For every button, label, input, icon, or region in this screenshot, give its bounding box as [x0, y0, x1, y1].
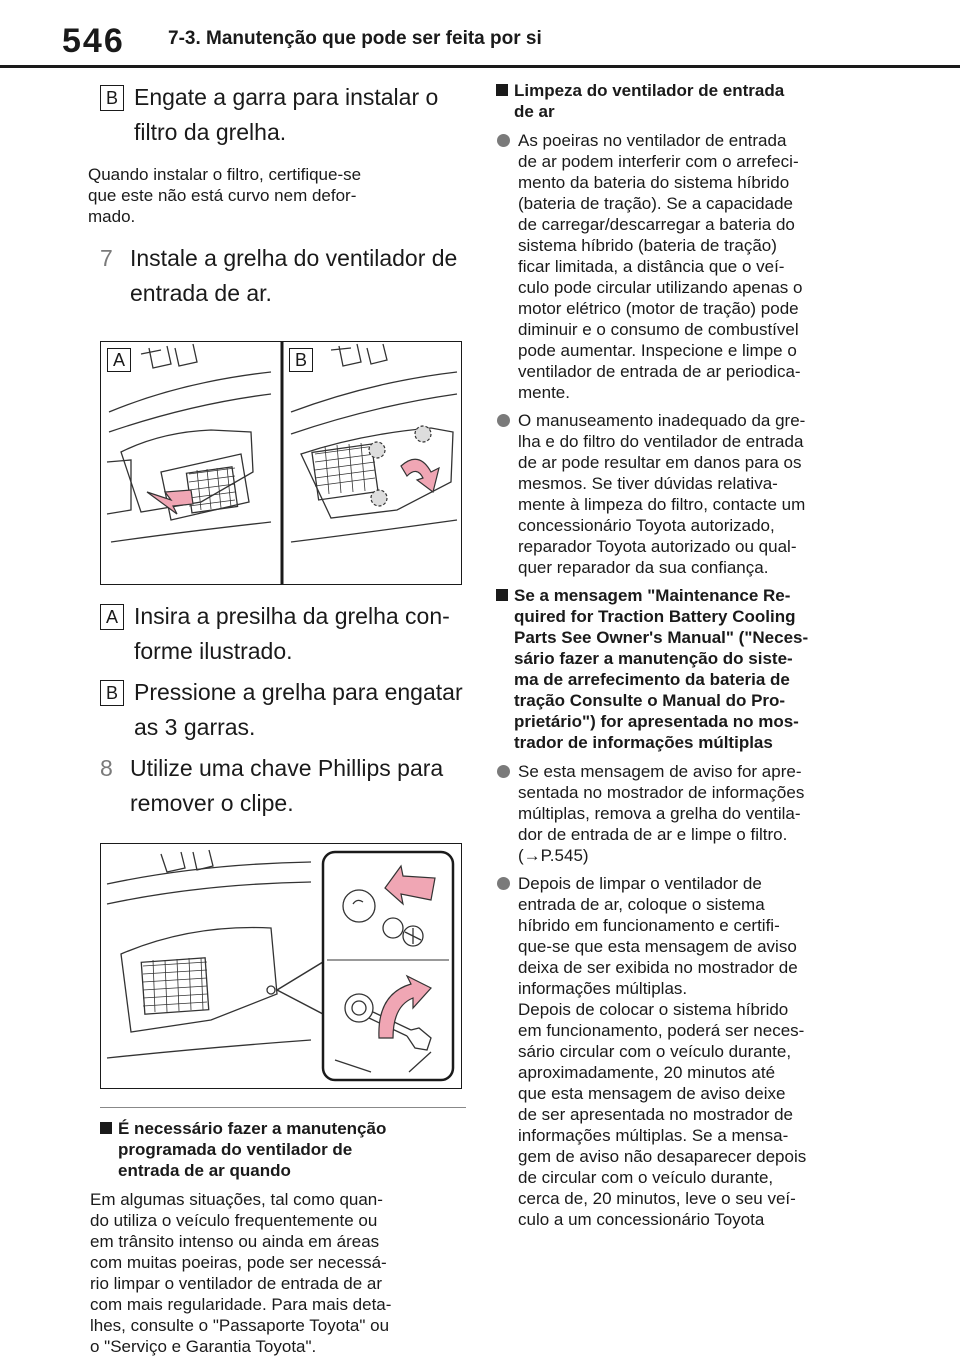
text-line: em funcionamento, poderá ser neces-	[518, 1021, 805, 1040]
text-line: reparador Toyota autorizado ou qual-	[518, 537, 797, 556]
text-line: programada do ventilador de	[118, 1140, 353, 1159]
text-line: Limpeza do ventilador de entrada	[514, 81, 785, 100]
text-line: O manuseamento inadequado da gre-	[518, 411, 806, 430]
text-line: de circular com o veículo durante,	[518, 1168, 774, 1187]
text-line: que este não está curvo nem defor-	[88, 186, 357, 205]
section-body-maintenance	[90, 1189, 466, 1357]
text-line: sário fazer a manutenção do siste-	[514, 649, 793, 668]
remove-clip-illustration	[101, 844, 461, 1088]
text-line: É necessário fazer a manutenção	[118, 1119, 387, 1138]
text-line: mente.	[518, 383, 570, 402]
text-line: mente à limpeza do filtro, contacte um	[518, 495, 806, 514]
section-heading-warning-message	[496, 585, 874, 753]
text-line: quer reparador da sua confiança.	[518, 558, 769, 577]
text-line: concessionário Toyota autorizado,	[518, 516, 775, 535]
text-line: ma de arrefecimento da bateria de	[514, 670, 790, 689]
bullet-dust	[496, 130, 874, 403]
text-line: Instale a grelha do ventilador de	[130, 245, 458, 271]
text-line: Depois de colocar o sistema híbrido	[518, 1000, 789, 1019]
text-line: pode aumentar. Inspecione e limpe o	[518, 341, 797, 360]
text-line: mento da bateria do sistema híbrido	[518, 173, 790, 192]
text-line: ficar limitada, a distância que o veí-	[518, 257, 785, 276]
text-line: trador de informações múltiplas	[514, 733, 773, 752]
bullet-after-cleaning	[496, 873, 874, 1230]
text-line: de ar pode resultar em danos para os	[518, 453, 802, 472]
page-number: 546	[62, 22, 125, 60]
page-reference-link[interactable]: (→P.545)	[518, 846, 589, 865]
text-line: com muitas poeiras, pode ser necessá-	[90, 1253, 387, 1272]
bullet-remove-grille	[496, 761, 874, 866]
text-line: As poeiras no ventilador de entrada	[518, 131, 787, 150]
text-line: múltiplas, remova a grelha do ventila-	[518, 804, 801, 823]
text-line: filtro da grelha.	[134, 119, 287, 145]
text-line: Se esta mensagem de aviso for apre-	[518, 762, 802, 781]
text-line: lha e do filtro do ventilador de entrada	[518, 432, 804, 451]
bullet-dot-icon	[497, 414, 510, 427]
text-line: informações múltiplas. Se a mensa-	[518, 1126, 789, 1145]
text-line: remover o clipe.	[130, 790, 294, 816]
text-line: diminuir e o consumo de combustível	[518, 320, 799, 339]
text-line: que esta mensagem de aviso deixe	[518, 1084, 786, 1103]
text-line: o "Serviço e Garantia Toyota".	[90, 1337, 317, 1356]
text-line: Pressione a grelha para engatar	[134, 679, 463, 705]
square-bullet-icon	[496, 84, 508, 96]
step-b-engage-claw	[88, 80, 466, 150]
text-line: informações múltiplas.	[518, 979, 688, 998]
text-line: Em algumas situações, tal como quan-	[90, 1190, 383, 1209]
text-line: de carregar/descarregar a bateria do	[518, 215, 795, 234]
text-line: Parts See Owner's Manual" ("Neces-	[514, 628, 809, 647]
text-line: com mais regularidade. Para mais deta-	[90, 1295, 392, 1314]
claw-marker-icon	[371, 490, 387, 506]
text-line: (bateria de tração). Se a capacidade	[518, 194, 794, 213]
label-box-b: B	[100, 85, 124, 111]
section-title: 7-3. Manutenção que pode ser feita por si	[168, 28, 542, 49]
text-line: sentada no mostrador de informações	[518, 783, 805, 802]
step-number: 7	[100, 245, 113, 271]
install-note	[88, 164, 466, 227]
page-header	[0, 0, 960, 68]
text-line: rio limpar o ventilador de entrada de ar	[90, 1274, 382, 1293]
text-line: gem de aviso não desaparecer depois	[518, 1147, 807, 1166]
text-line: tração Consulte o Manual do Pro-	[514, 691, 786, 710]
text-line: culo pode circular utilizando apenas o	[518, 278, 803, 297]
claw-marker-icon	[415, 426, 431, 442]
text-line: deixa de ser exibida no mostrador de	[518, 958, 798, 977]
text-line: dor de entrada de ar e limpe o filtro.	[518, 825, 788, 844]
section-heading-cleaning	[496, 80, 874, 122]
text-line: de ar podem interferir com o arrefeci-	[518, 152, 799, 171]
text-line: culo a um concessionário Toyota	[518, 1210, 765, 1229]
label-box-b: B	[100, 680, 124, 706]
text-line: entrada de ar, coloque o sistema	[518, 895, 765, 914]
figure-remove-clip	[100, 843, 462, 1089]
text-line: prietário") for apresentada no mos-	[514, 712, 799, 731]
text-line: sistema híbrido (bateria de tração)	[518, 236, 777, 255]
text-line: cerca de, 20 minutos, leve o seu veí-	[518, 1189, 796, 1208]
bullet-handling	[496, 410, 874, 578]
right-column	[496, 80, 874, 1237]
text-line: as 3 garras.	[134, 714, 256, 740]
text-line: aproximadamente, 20 minutos até	[518, 1063, 776, 1082]
text-line: Utilize uma chave Phillips para	[130, 755, 444, 781]
text-line: forme ilustrado.	[134, 638, 293, 664]
text-line: que-se que esta mensagem de aviso	[518, 937, 797, 956]
claw-marker-icon	[369, 442, 385, 458]
text-line: de ser apresentada no mostrador de	[518, 1105, 794, 1124]
text-line: mesmos. Se tiver dúvidas relativa-	[518, 474, 778, 493]
bullet-dot-icon	[497, 134, 510, 147]
text-line: mado.	[88, 207, 136, 226]
figure-tag-a: A	[107, 348, 131, 372]
grille-install-illustration	[101, 342, 461, 584]
step-a-insert-clip	[88, 599, 466, 669]
text-line: Depois de limpar o ventilador de	[518, 874, 762, 893]
label-box-a: A	[100, 604, 124, 630]
text-line: entrada de ar quando	[118, 1161, 291, 1180]
text-line: do utiliza o veículo frequentemente ou	[90, 1211, 378, 1230]
figure-grille-install	[100, 341, 462, 585]
text-line: Engate a garra para instalar o	[134, 84, 439, 110]
text-line: motor elétrico (motor de tração) pode	[518, 299, 799, 318]
text-line: híbrido em funcionamento e certifi-	[518, 916, 780, 935]
square-bullet-icon	[100, 1122, 112, 1134]
step-7	[88, 241, 466, 311]
section-divider	[100, 1107, 466, 1108]
step-b-press-grille	[88, 675, 466, 745]
text-line: ventilador de entrada de ar periodica-	[518, 362, 801, 381]
text-line: em trânsito intenso ou ainda em áreas	[90, 1232, 380, 1251]
text-line: entrada de ar.	[130, 280, 272, 306]
text-line: de ar	[514, 102, 555, 121]
square-bullet-icon	[496, 589, 508, 601]
text-line: Se a mensagem "Maintenance Re-	[514, 586, 791, 605]
text-line: lhes, consulte o "Passaporte Toyota" ou	[90, 1316, 390, 1335]
figure-tag-b: B	[289, 348, 313, 372]
bullet-dot-icon	[497, 765, 510, 778]
left-column	[88, 80, 466, 1357]
text-line: Quando instalar o filtro, certifique-se	[88, 165, 362, 184]
section-heading-maintenance	[100, 1118, 466, 1181]
text-line: sário circular com o veículo durante,	[518, 1042, 792, 1061]
header-rule	[0, 65, 960, 68]
arrow-icon	[401, 459, 439, 492]
text-line: Insira a presilha da grelha con-	[134, 603, 450, 629]
step-number: 8	[100, 755, 113, 781]
bullet-dot-icon	[497, 877, 510, 890]
step-8	[88, 751, 466, 821]
text-line: quired for Traction Battery Cooling	[514, 607, 796, 626]
